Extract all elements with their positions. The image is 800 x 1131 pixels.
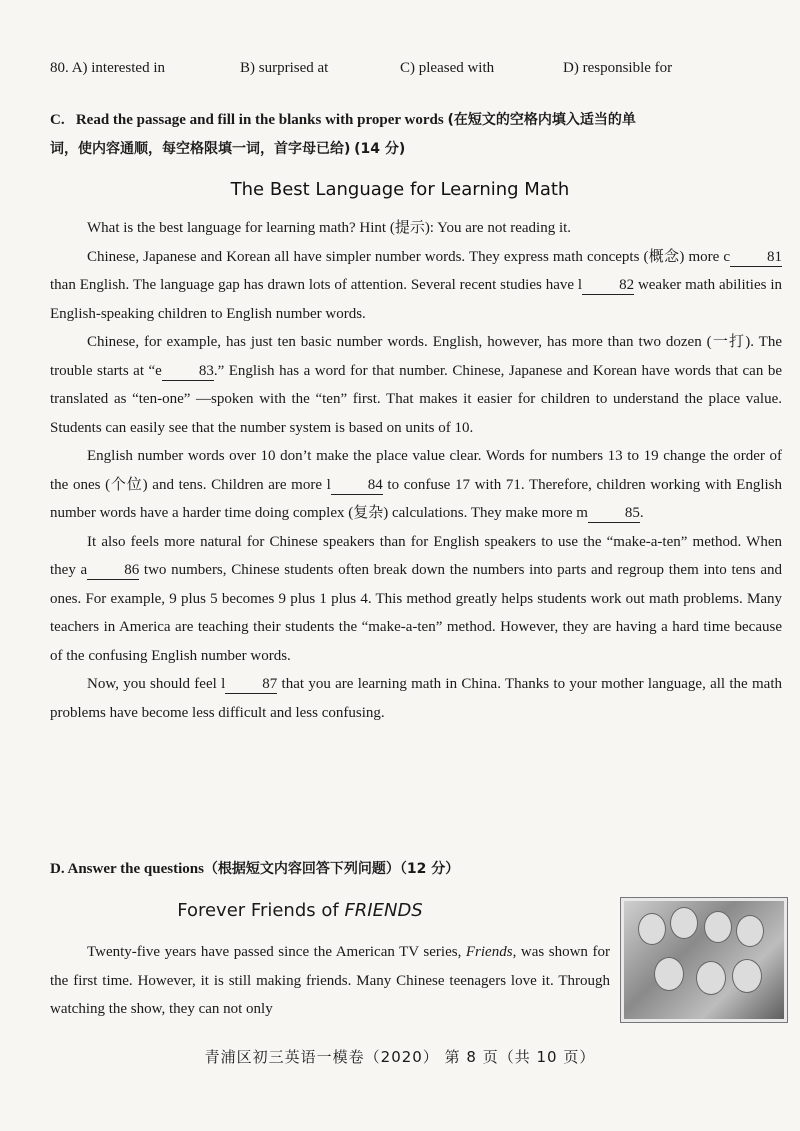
- photo-face: [670, 907, 698, 939]
- question-80-option-c: C) pleased with: [400, 60, 495, 76]
- passage-d-title: [50, 900, 550, 921]
- passage-d-body: [50, 938, 610, 1024]
- paragraph-2-text-b: than English. The language gap has drawn lots of attention. Several recent studies have l: [50, 277, 583, 293]
- section-d-instructions: [50, 858, 459, 878]
- passage-d-text-a: Twenty-five years have passed since the American TV series,: [87, 944, 466, 960]
- paragraph-2: [50, 243, 782, 329]
- paragraph-4-text-a: English number words over 10 don’t make the place value clear. Words for numbers 13 to 19 change the order of the ones (个位) and tens. Children are more l: [50, 448, 782, 493]
- question-80-option-d: D) responsible for: [563, 60, 673, 76]
- section-d-label: D. Answer the questions: [50, 861, 204, 877]
- section-c-instructions: [50, 106, 770, 164]
- page-footer: 青浦区初三英语一模卷（2020） 第 8 页（共 10 页）: [204, 1048, 596, 1066]
- paragraph-2-text-c: weaker math abilities in English-speaking children to English number words.: [50, 277, 783, 322]
- paragraph-3: [50, 328, 782, 442]
- blank-83: 83: [162, 362, 214, 381]
- option-a-text: A) interested in: [71, 60, 165, 76]
- blank-87: 87: [225, 675, 277, 694]
- paragraph-4: [50, 442, 782, 528]
- passage-d-show-name: Friends: [465, 944, 513, 960]
- photo-face: [732, 959, 762, 993]
- photo-face: [736, 915, 764, 947]
- paragraph-5: [50, 528, 782, 671]
- paragraph-6: [50, 670, 782, 727]
- question-80-option-a: [50, 60, 165, 77]
- paragraph-1: What is the best language for learning math? Hint (提示): You are not reading it.: [87, 220, 572, 236]
- paragraph-4-text-c: .: [639, 505, 644, 521]
- photo-face: [704, 911, 732, 943]
- passage-c-body: [50, 214, 782, 727]
- section-c-instruction-cn-1: (在短文的空格内填入适当的单: [447, 112, 636, 128]
- paragraph-5-text-b: two numbers, Chinese students often break down the numbers into parts and regroup them into tens and ones. For example, 9 plus 5 becomes 9 plus 1 plus 4. This method greatly helps students work out math problems. Many teachers in America are teaching their students the “make-a-ten” method. However, they are having a hard time because of the confusing English number words.: [50, 562, 783, 664]
- passage-d-paragraph-1: [50, 938, 610, 1024]
- passage-d-title-show: FRIENDS: [344, 900, 423, 921]
- paragraph-3-text-b: .” English has a word for that number. Chinese, Japanese and Korean have words that can be translated as “ten-one” —spoken with the “ten” first. That makes it easier for children to understand the place value. Students can easily see that the number system is based on units of 10.: [50, 362, 782, 436]
- blank-84: 84: [331, 476, 383, 495]
- section-c-score: (14 分): [354, 141, 406, 157]
- blank-86: 86: [87, 561, 139, 580]
- section-c-instruction-en: Read the passage and fill in the blanks with proper words: [75, 112, 444, 128]
- passage-d-text-b: , was shown for the first time. However, it is still making friends. Many Chinese teenagers love it. Through watching the show, they can not only: [50, 944, 610, 1017]
- paragraph-6-text-a: Now, you should feel l: [87, 676, 226, 692]
- photo-face: [696, 961, 726, 995]
- photo-face: [654, 957, 684, 991]
- section-d-score: （12 分）: [399, 861, 460, 877]
- section-c-label: C.: [50, 112, 65, 128]
- paragraph-6-text-b: that you are learning math in China. Thanks to your mother language, all the math problems have become less difficult and less confusing.: [50, 676, 782, 721]
- section-d-instruction-cn: （根据短文内容回答下列问题）: [203, 861, 400, 877]
- paragraph-5-text-a: It also feels more natural for Chinese speakers than for English speakers to use the “make-a-ten” method. When they a: [50, 533, 782, 578]
- section-c-instruction-cn-2: 词，使内容通顺，每空格限填一词，首字母已给): [50, 141, 351, 157]
- question-number: 80.: [50, 60, 69, 76]
- blank-82: 82: [582, 276, 634, 295]
- photo-face: [638, 913, 666, 945]
- passage-c-title: The Best Language for Learning Math: [230, 179, 570, 200]
- friends-cast-photo: [621, 898, 787, 1022]
- blank-85: 85: [588, 504, 640, 523]
- blank-81: 81: [730, 248, 782, 267]
- question-80-option-b: B) surprised at: [240, 60, 329, 76]
- paragraph-2-text-a: Chinese, Japanese and Korean all have simpler number words. They express math concepts (概念) more c: [87, 248, 730, 265]
- passage-d-title-prefix: Forever Friends of: [177, 900, 345, 921]
- paragraph-4-text-b: to confuse 17 with 71. Therefore, children working with English number words have a harder time doing complex (复杂) calculations. They make more m: [50, 476, 782, 521]
- paragraph-3-text-a: Chinese, for example, has just ten basic number words. English, however, has more than two dozen (一打). The trouble starts at “e: [50, 334, 782, 379]
